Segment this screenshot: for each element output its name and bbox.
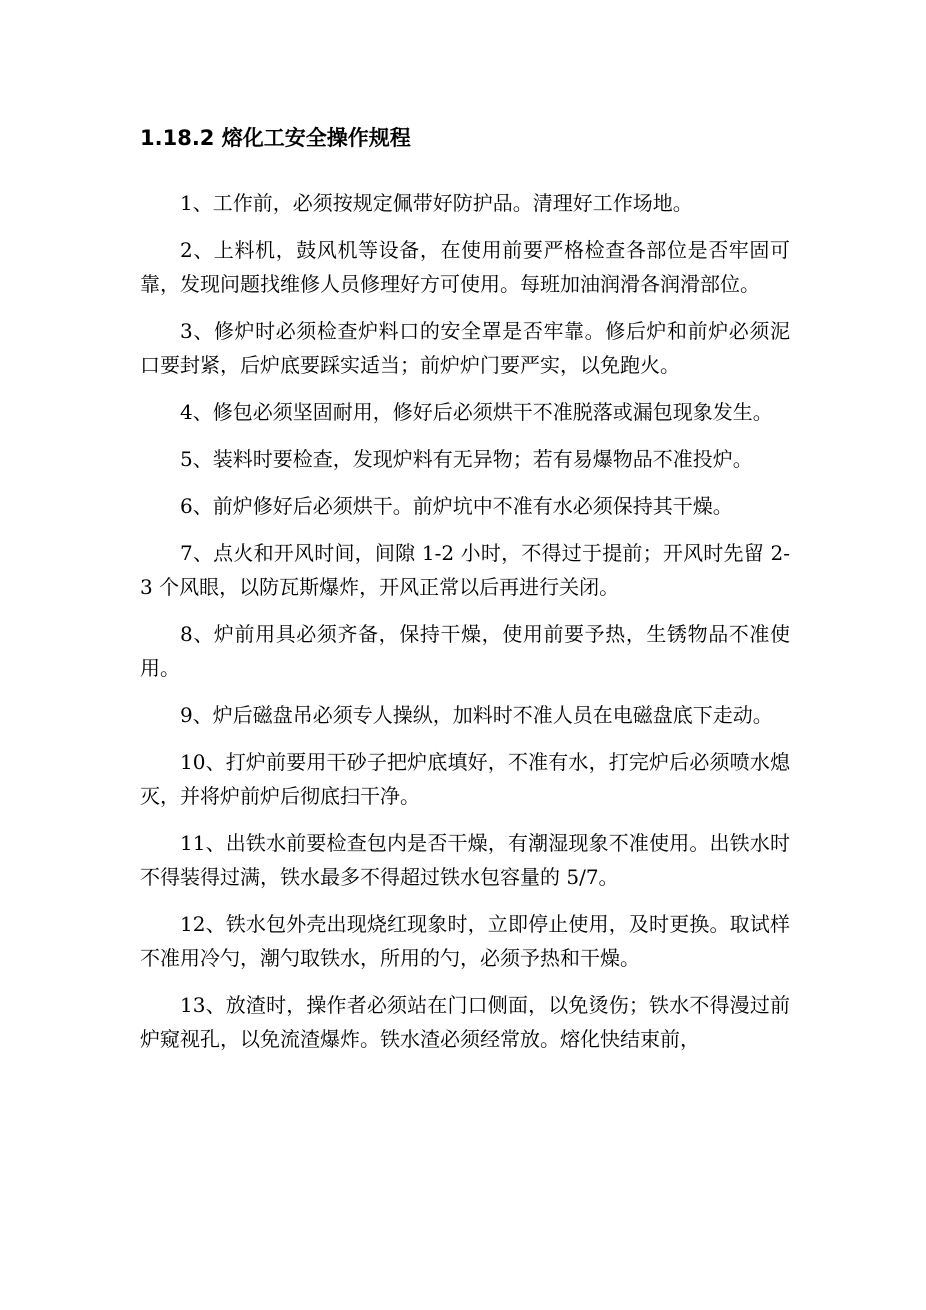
paragraph-12: 12、铁水包外壳出现烧红现象时，立即停止使用，及时更换。取试样不准用冷勺，潮勺取铁水，所用的勺，必须予热和干燥。 [140, 912, 790, 970]
paragraph-10: 10、打炉前要用干砂子把炉底填好，不准有水，打完炉后必须喷水熄灭，并将炉前炉后彻底扫干净。 [140, 750, 790, 808]
paragraph-11: 11、出铁水前要检查包内是否干燥，有潮湿现象不准使用。出铁水时不得装得过满，铁水最多不得超过铁水包容量的 5/7。 [140, 831, 790, 889]
paragraph-5: 5、装料时要检查，发现炉料有无异物；若有易爆物品不准投炉。 [180, 447, 753, 471]
paragraph-8: 8、炉前用具必须齐备，保持干燥，使用前要予热，生锈物品不准使用。 [140, 622, 790, 680]
paragraph-9: 9、炉后磁盘吊必须专人操纵，加料时不准人员在电磁盘底下走动。 [180, 703, 773, 727]
paragraph-7: 7、点火和开风时间，间隙 1-2 小时，不得过于提前；开风时先留 2-3 个风眼，以防瓦斯爆炸，开风正常以后再进行关闭。 [140, 541, 790, 599]
paragraph-6: 6、前炉修好后必须烘干。前炉坑中不准有水必须保持其干燥。 [180, 494, 733, 518]
paragraph-1: 1、工作前，必须按规定佩带好防护品。清理好工作场地。 [180, 191, 693, 215]
paragraph-13: 13、放渣时，操作者必须站在门口侧面，以免烫伤；铁水不得漫过前炉窥视孔，以免流渣爆炸。铁水渣必须经常放。熔化快结束前， [140, 993, 790, 1051]
paragraph-4: 4、修包必须坚固耐用，修好后必须烘干不准脱落或漏包现象发生。 [180, 400, 773, 424]
paragraph-3: 3、修炉时必须检查炉料口的安全罩是否牢靠。修后炉和前炉必须泥口要封紧，后炉底要踩实适当；前炉炉门要严实，以免跑火。 [140, 319, 790, 377]
paragraph-2: 2、上料机，鼓风机等设备，在使用前要严格检查各部位是否牢固可靠，发现问题找维修人员修理好方可使用。每班加油润滑各润滑部位。 [140, 238, 790, 296]
paragraph-list [140, 186, 790, 1069]
document-title: 1.18.2 熔化工安全操作规程 [140, 126, 411, 150]
